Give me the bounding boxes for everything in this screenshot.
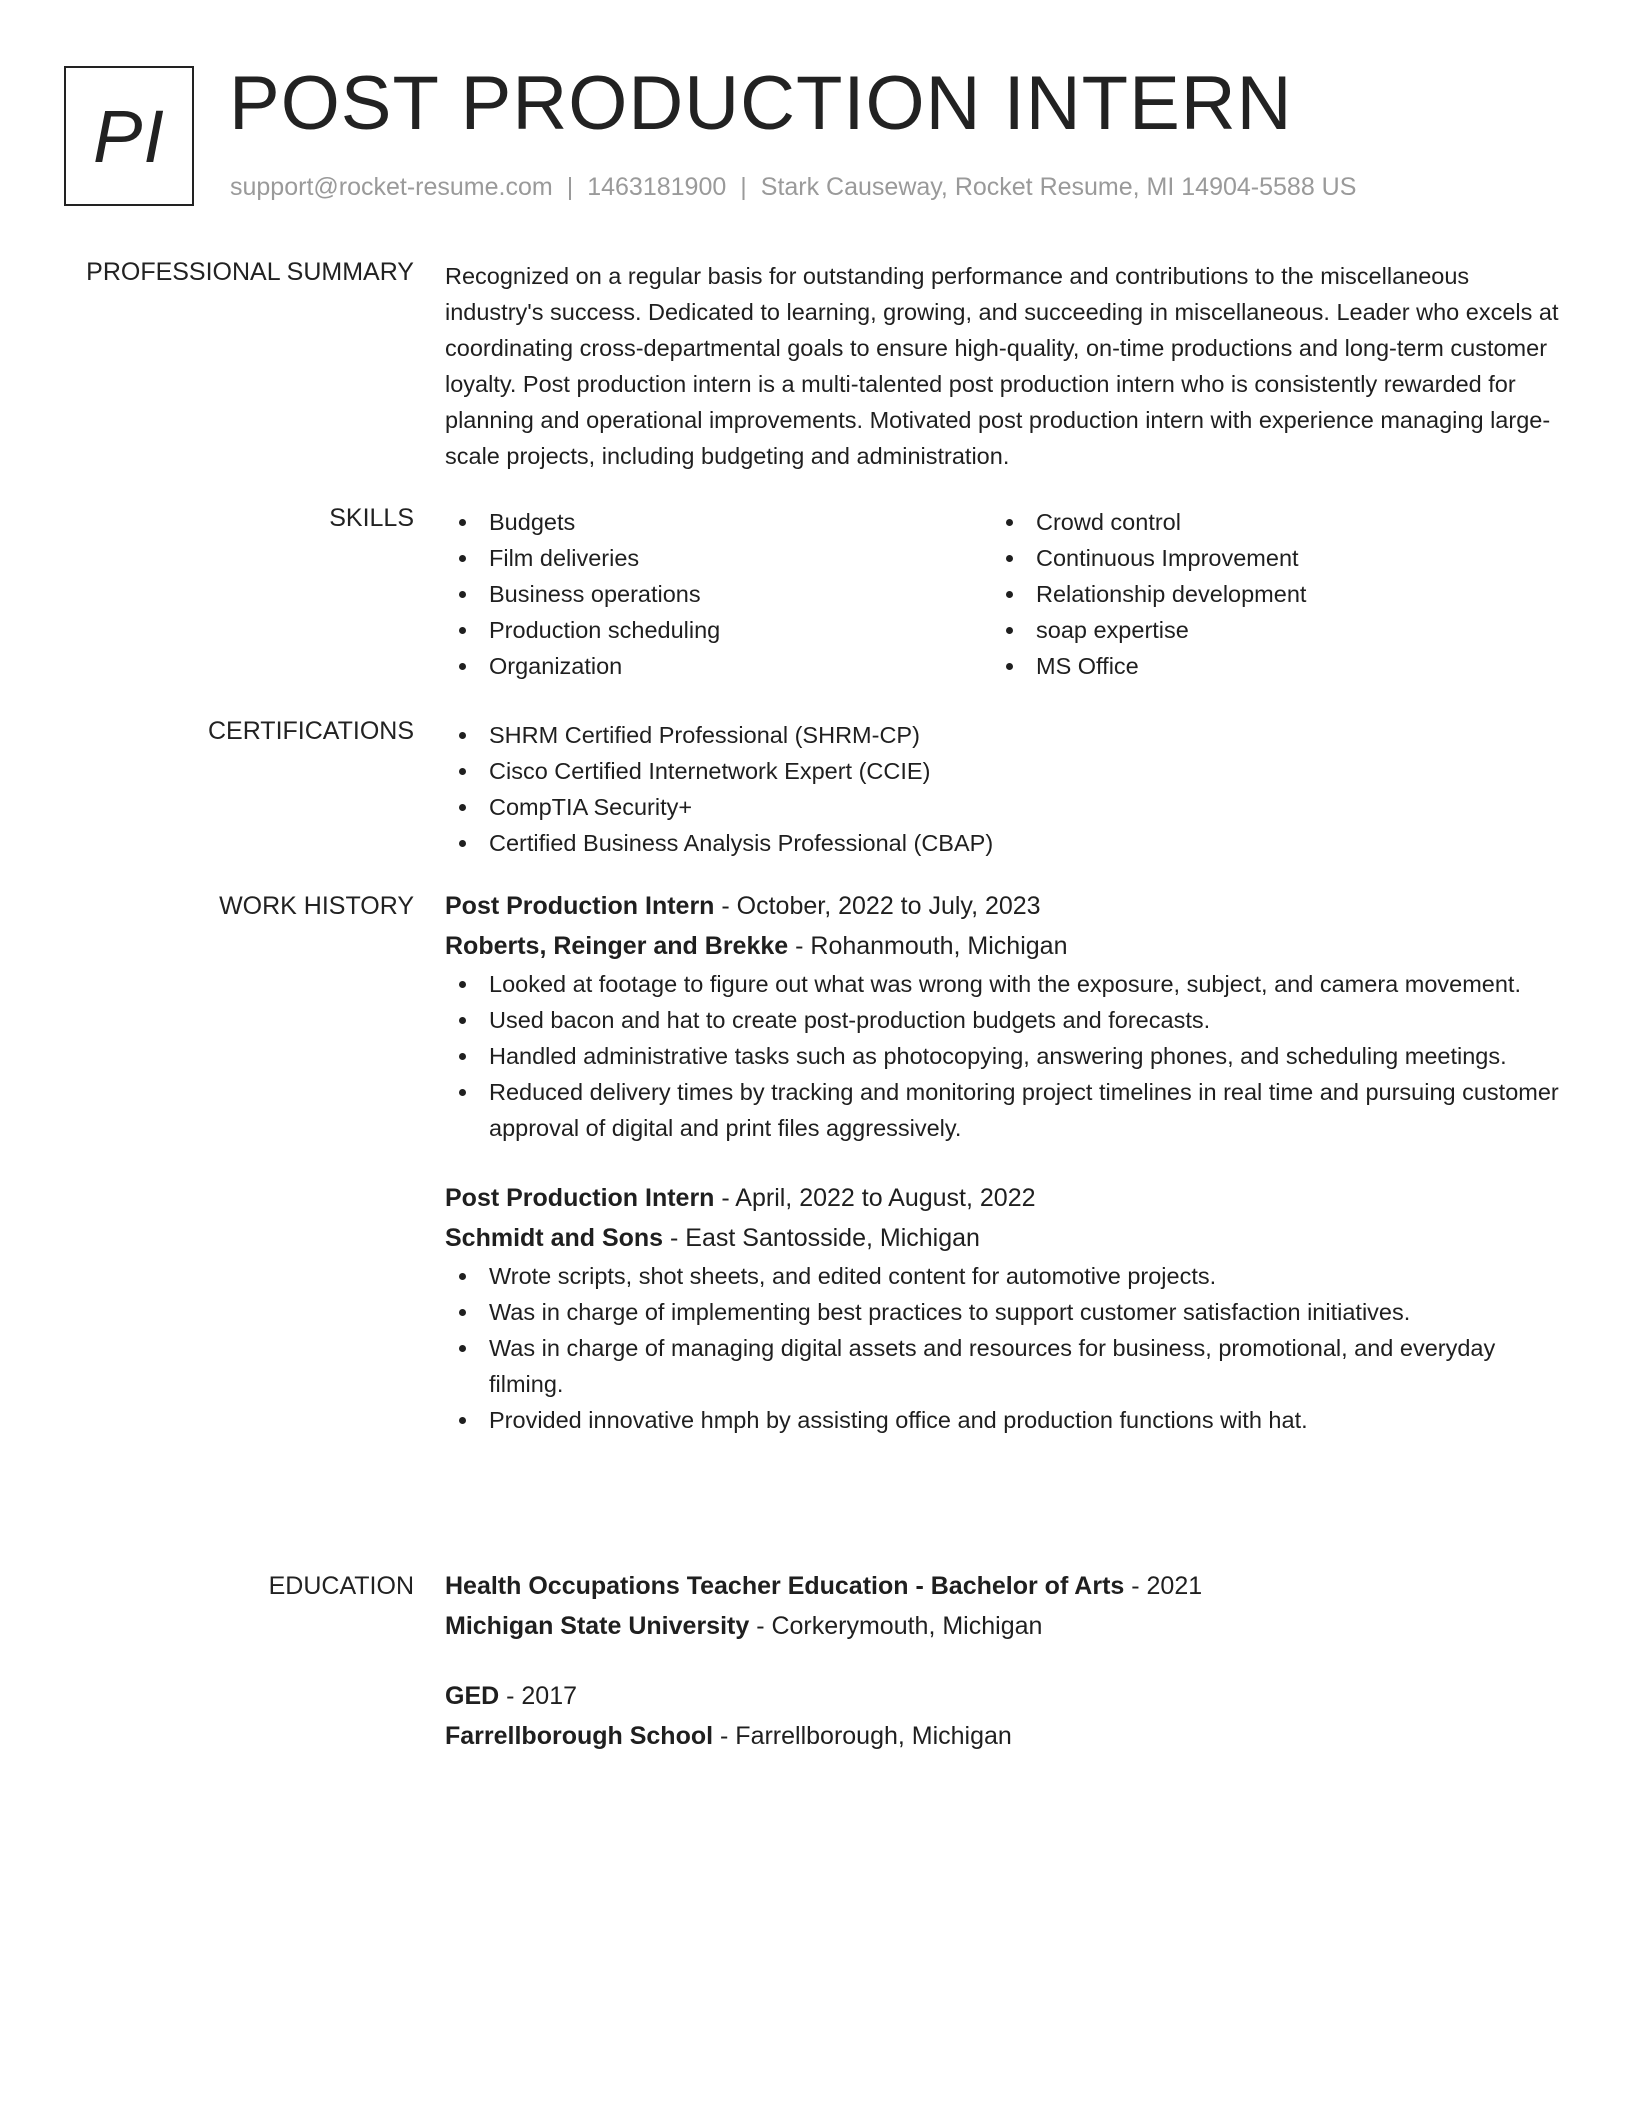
education-location: - Corkerymouth, Michigan	[749, 1612, 1043, 1640]
job-title: Post Production Intern	[445, 892, 715, 920]
summary-heading: PROFESSIONAL SUMMARY	[86, 258, 414, 286]
certification-item: Cisco Certified Internetwork Expert (CCIE)	[445, 753, 1565, 789]
skill-item: Budgets	[445, 504, 992, 540]
job-bullet-list	[445, 1258, 1565, 1438]
job-bullet: Provided innovative hmph by assisting office and production functions with hat.	[445, 1402, 1565, 1438]
job-bullet: Looked at footage to figure out what was wrong with the exposure, subject, and camera movement.	[445, 966, 1565, 1002]
job-title: Post Production Intern	[445, 1184, 715, 1212]
education-entry	[445, 1566, 1565, 1646]
skill-item: Business operations	[445, 576, 992, 612]
job-title-line	[445, 1178, 1565, 1218]
job-bullet: Handled administrative tasks such as photocopying, answering phones, and scheduling meetings.	[445, 1038, 1565, 1074]
education-degree-line	[445, 1566, 1565, 1606]
job-bullet: Reduced delivery times by tracking and monitoring project timelines in real time and pursuing customer approval of digital and print files aggressively.	[445, 1074, 1565, 1146]
job-entry	[445, 1178, 1565, 1438]
job-bullet: Was in charge of managing digital assets and resources for business, promotional, and everyday filming.	[445, 1330, 1565, 1402]
contact-address: Stark Causeway, Rocket Resume, MI 14904-5588 US	[760, 173, 1357, 201]
education-year: - 2021	[1124, 1572, 1203, 1600]
contact-phone[interactable]: 1463181900	[587, 173, 727, 201]
certifications-heading: CERTIFICATIONS	[207, 717, 414, 745]
skill-item: Film deliveries	[445, 540, 992, 576]
education-school: Farrellborough School	[445, 1722, 714, 1750]
work-history-heading: WORK HISTORY	[219, 892, 414, 920]
education-degree-line	[445, 1676, 1565, 1716]
certifications-list	[445, 717, 1565, 861]
job-company: Roberts, Reinger and Brekke	[445, 932, 789, 960]
education-degree: Health Occupations Teacher Education - Bachelor of Arts	[445, 1572, 1125, 1600]
education-heading: EDUCATION	[268, 1572, 414, 1600]
job-dates: - April, 2022 to August, 2022	[714, 1184, 1036, 1212]
job-location: - Rohanmouth, Michigan	[788, 932, 1068, 960]
certification-item: SHRM Certified Professional (SHRM-CP)	[445, 717, 1565, 753]
contact-line	[230, 173, 1356, 202]
certification-item: Certified Business Analysis Professional (CBAP)	[445, 825, 1565, 861]
education-year: - 2017	[499, 1682, 578, 1710]
job-company-line	[445, 1218, 1565, 1258]
contact-separator: |	[740, 173, 747, 201]
education-school: Michigan State University	[445, 1612, 750, 1640]
job-bullet-list	[445, 966, 1565, 1146]
skill-item: MS Office	[992, 648, 1539, 684]
education-location: - Farrellborough, Michigan	[713, 1722, 1012, 1750]
skill-item: Crowd control	[992, 504, 1539, 540]
job-bullet: Was in charge of implementing best practices to support customer satisfaction initiatives.	[445, 1294, 1565, 1330]
work-history-body	[445, 886, 1565, 1438]
skill-item: Production scheduling	[445, 612, 992, 648]
job-company: Schmidt and Sons	[445, 1224, 664, 1252]
contact-email[interactable]: support@rocket-resume.com	[230, 173, 553, 201]
skill-item: soap expertise	[992, 612, 1539, 648]
job-title-line	[445, 886, 1565, 926]
resume-header	[64, 61, 1568, 210]
skill-item: Continuous Improvement	[992, 540, 1539, 576]
skill-item: Relationship development	[992, 576, 1539, 612]
job-bullet: Used bacon and hat to create post-production budgets and forecasts.	[445, 1002, 1565, 1038]
education-entry	[445, 1676, 1565, 1756]
education-body	[445, 1566, 1565, 1756]
monogram-logo: PI	[64, 66, 194, 206]
certification-item: CompTIA Security+	[445, 789, 1565, 825]
job-company-line	[445, 926, 1565, 966]
job-entry	[445, 886, 1565, 1146]
skills-heading: SKILLS	[329, 504, 414, 532]
job-bullet: Wrote scripts, shot sheets, and edited content for automotive projects.	[445, 1258, 1565, 1294]
education-school-line	[445, 1606, 1565, 1646]
skills-list	[445, 504, 1565, 684]
education-degree: GED	[445, 1682, 500, 1710]
summary-text: Recognized on a regular basis for outstanding performance and contributions to the miscellaneous industry's success. Dedicated to learning, growing, and succeeding in miscellaneous. Leader who excels at coordinating cross-departmental goals to ensure high-quality, on-time productions and long-term customer loyalty. Post production intern is a multi-talented post production intern who is consistently rewarded for planning and operational improvements. Motivated post production intern with experience managing large-scale projects, including budgeting and administration.	[445, 263, 1559, 469]
skill-item: Organization	[445, 648, 992, 684]
page-title: POST PRODUCTION INTERN	[229, 61, 1293, 146]
job-dates: - October, 2022 to July, 2023	[714, 892, 1041, 920]
education-school-line	[445, 1716, 1565, 1756]
skills-column-left	[445, 504, 992, 684]
contact-separator: |	[566, 173, 574, 201]
job-location: - East Santosside, Michigan	[663, 1224, 980, 1252]
skills-column-right	[992, 504, 1539, 684]
